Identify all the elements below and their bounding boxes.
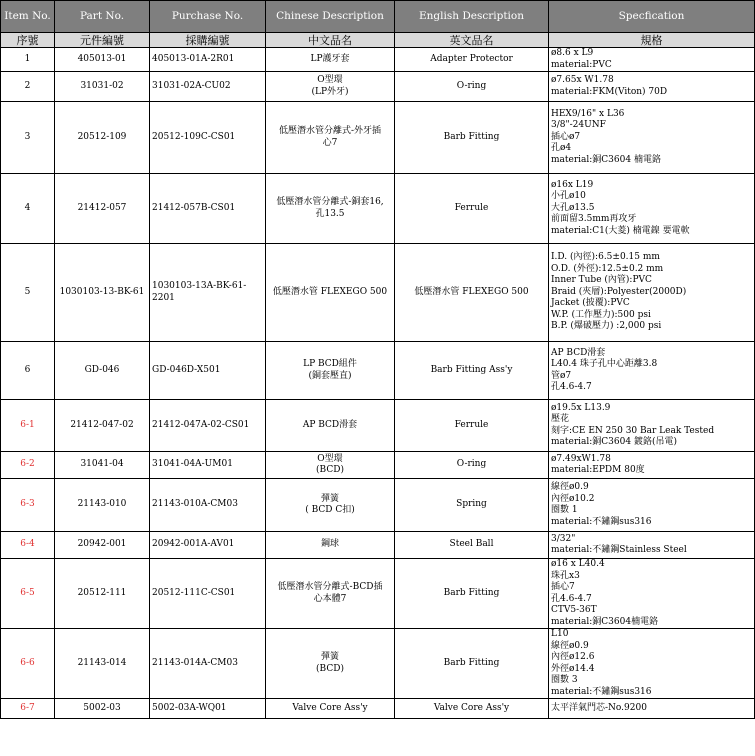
cell-english-desc: Ferrule xyxy=(395,400,549,452)
cell-item-no: 6-1 xyxy=(1,400,55,452)
spec-line: ø8.6 x L9 xyxy=(551,48,594,58)
cell-english-desc: O-ring xyxy=(395,452,549,479)
spec-line: ø16 x L40.4 xyxy=(551,559,605,569)
cell-item-no: 4 xyxy=(1,174,55,244)
spec-line: material:C1(大菱) 楠電鎳 要電軟 xyxy=(551,225,690,236)
cell-spec xyxy=(549,699,755,719)
cell-part-no: GD-046 xyxy=(55,342,150,400)
header-part-no: Part No. xyxy=(55,1,150,33)
cell-purchase-no: 21412-047A-02-CS01 xyxy=(150,400,266,452)
cell-chinese-desc: O型環 (LP外牙) xyxy=(266,72,395,102)
cell-chinese-desc: LP護牙套 xyxy=(266,48,395,72)
cell-part-no: 21143-014 xyxy=(55,629,150,699)
cell-part-no: 21412-047-02 xyxy=(55,400,150,452)
spec-line: 刻字:CE EN 250 30 Bar Leak Tested xyxy=(551,425,715,436)
cell-item-no: 6-5 xyxy=(1,559,55,629)
cell-spec xyxy=(549,400,755,452)
cell-part-no: 31031-02 xyxy=(55,72,150,102)
cell-spec xyxy=(549,559,755,629)
cell-chinese-desc: O型環 (BCD) xyxy=(266,452,395,479)
cell-purchase-no: 21143-014A-CM03 xyxy=(150,629,266,699)
header-zh-chinese-desc: 中文品名 xyxy=(266,33,395,48)
cell-part-no: 405013-01 xyxy=(55,48,150,72)
table-body xyxy=(1,48,755,719)
cell-purchase-no: 5002-03A-WQ01 xyxy=(150,699,266,719)
cell-item-no: 1 xyxy=(1,48,55,72)
header-english-desc: English Description xyxy=(395,1,549,33)
cell-purchase-no: 31041-04A-UM01 xyxy=(150,452,266,479)
spec-line: CTV5-36T xyxy=(551,605,597,615)
header-spec: Specfication xyxy=(549,1,755,33)
cell-item-no: 6-7 xyxy=(1,699,55,719)
spec-line: Inner Tube (內管):PVC xyxy=(551,275,652,286)
cell-english-desc: Barb Fitting xyxy=(395,629,549,699)
spec-line: 3/32" xyxy=(551,533,576,544)
cell-spec xyxy=(549,244,755,342)
cell-spec xyxy=(549,629,755,699)
spec-line: 線徑ø0.9 xyxy=(551,482,589,492)
cell-spec xyxy=(549,174,755,244)
table-row xyxy=(1,72,755,102)
cell-spec xyxy=(549,72,755,102)
spec-line: 小孔ø10 xyxy=(551,191,586,202)
cell-english-desc: Steel Ball xyxy=(395,532,549,559)
spec-line: HEX9/16" x L36 xyxy=(551,108,625,119)
cell-item-no: 2 xyxy=(1,72,55,102)
spec-line: 孔4.6-4.7 xyxy=(551,593,592,604)
spec-line: 太平洋氣門芯-No.9200 xyxy=(551,702,647,713)
spec-line: I.D. (內徑):6.5±0.15 mm xyxy=(551,252,660,263)
cell-part-no: 21412-057 xyxy=(55,174,150,244)
cell-chinese-desc: Valve Core Ass'y xyxy=(266,699,395,719)
spec-line: 外徑ø14.4 xyxy=(551,663,595,674)
cell-part-no: 20512-109 xyxy=(55,102,150,174)
table-row xyxy=(1,174,755,244)
spec-line: ø19.5x L13.9 xyxy=(551,402,611,413)
spec-line: ø7.65x W1.78 xyxy=(551,75,614,85)
table-row xyxy=(1,629,755,699)
cell-chinese-desc: 彈簧 ( BCD C扣) xyxy=(266,479,395,532)
header-item-no: Item No. xyxy=(1,1,55,33)
spec-line: 插心7 xyxy=(551,582,575,592)
header-row xyxy=(1,1,755,33)
spec-line: 3/8"-24UNF xyxy=(551,120,606,131)
table-row xyxy=(1,400,755,452)
header-zh-part-no: 元件編號 xyxy=(55,33,150,48)
cell-spec xyxy=(549,452,755,479)
cell-item-no: 6-3 xyxy=(1,479,55,532)
header-zh-item-no: 序號 xyxy=(1,33,55,48)
spec-line: 內徑ø12.6 xyxy=(551,652,595,662)
cell-english-desc: Barb Fitting xyxy=(395,559,549,629)
spec-line: O.D. (外徑):12.5±0.2 mm xyxy=(551,263,664,274)
cell-spec xyxy=(549,102,755,174)
cell-item-no: 6-2 xyxy=(1,452,55,479)
header-purchase-no: Purchase No. xyxy=(150,1,266,33)
header-row-zh xyxy=(1,33,755,48)
spec-line: material:FKM(Viton) 70D xyxy=(551,86,668,97)
spec-line: L10 xyxy=(551,629,569,639)
table-row xyxy=(1,699,755,719)
spec-line: material:銅C3604 鍍鉻(吊電) xyxy=(551,437,677,447)
cell-chinese-desc: 低壓潛水管分離式-外牙插 心7 xyxy=(266,102,395,174)
cell-purchase-no: 1030103-13A-BK-61- 2201 xyxy=(150,244,266,342)
cell-english-desc: Ferrule xyxy=(395,174,549,244)
cell-chinese-desc: 低壓潛水管分離式-BCD插 心本體7 xyxy=(266,559,395,629)
cell-chinese-desc: LP BCD組件 (銅套壓直) xyxy=(266,342,395,400)
table-row xyxy=(1,48,755,72)
cell-spec xyxy=(549,532,755,559)
cell-item-no: 6-4 xyxy=(1,532,55,559)
cell-spec xyxy=(549,342,755,400)
cell-chinese-desc: 低壓潛水管 FLEXEGO 500 xyxy=(266,244,395,342)
spec-line: 線徑ø0.9 xyxy=(551,640,589,651)
spec-line: 珠孔x3 xyxy=(551,570,580,581)
spec-line: 壓花 xyxy=(551,414,570,424)
cell-purchase-no: GD-046D-X501 xyxy=(150,342,266,400)
cell-purchase-no: 20942-001A-AV01 xyxy=(150,532,266,559)
cell-english-desc: Adapter Protector xyxy=(395,48,549,72)
table-row xyxy=(1,342,755,400)
spec-line: AP BCD滑套 xyxy=(551,347,606,358)
spec-line: 孔4.6-4.7 xyxy=(551,382,592,392)
table-row xyxy=(1,244,755,342)
spec-line: material:銅C3604楠電鉻 xyxy=(551,616,659,627)
spec-line: 孔ø4 xyxy=(551,143,572,154)
spec-line: material:PVC xyxy=(551,59,612,70)
cell-english-desc: Valve Core Ass'y xyxy=(395,699,549,719)
cell-purchase-no: 21143-010A-CM03 xyxy=(150,479,266,532)
header-zh-purchase-no: 採購編號 xyxy=(150,33,266,48)
cell-part-no: 21143-010 xyxy=(55,479,150,532)
spec-line: ø7.49xW1.78 xyxy=(551,453,611,464)
spec-line: material:不鏽鋼Stainless Steel xyxy=(551,545,687,555)
spec-line: material:不鏽鋼sus316 xyxy=(551,686,652,697)
cell-spec xyxy=(549,479,755,532)
cell-spec xyxy=(549,48,755,72)
table-row xyxy=(1,479,755,532)
spec-line: Braid (夾層):Polyester(2000D) xyxy=(551,286,687,297)
cell-item-no: 5 xyxy=(1,244,55,342)
spec-line: 插心ø7 xyxy=(551,131,581,142)
cell-chinese-desc: AP BCD滑套 xyxy=(266,400,395,452)
cell-part-no: 1030103-13-BK-61 xyxy=(55,244,150,342)
cell-purchase-no: 31031-02A-CU02 xyxy=(150,72,266,102)
cell-purchase-no: 20512-111C-CS01 xyxy=(150,559,266,629)
cell-purchase-no: 21412-057B-CS01 xyxy=(150,174,266,244)
cell-item-no: 6-6 xyxy=(1,629,55,699)
cell-english-desc: 低壓潛水管 FLEXEGO 500 xyxy=(395,244,549,342)
cell-purchase-no: 405013-01A-2R01 xyxy=(150,48,266,72)
spec-line: 前面留3.5mm再攻牙 xyxy=(551,214,637,225)
table-row xyxy=(1,102,755,174)
spec-line: W.P. (工作壓力):500 psi xyxy=(551,309,651,320)
cell-part-no: 31041-04 xyxy=(55,452,150,479)
cell-part-no: 5002-03 xyxy=(55,699,150,719)
spec-line: 圈數 1 xyxy=(551,505,578,515)
cell-english-desc: Barb Fitting Ass'y xyxy=(395,342,549,400)
cell-purchase-no: 20512-109C-CS01 xyxy=(150,102,266,174)
table-row xyxy=(1,559,755,629)
cell-part-no: 20942-001 xyxy=(55,532,150,559)
spec-line: ø16x L19 xyxy=(551,179,594,190)
cell-english-desc: O-ring xyxy=(395,72,549,102)
spec-line: material:不鏽鋼sus316 xyxy=(551,516,652,527)
cell-english-desc: Spring xyxy=(395,479,549,532)
spec-line: Jacket (披覆):PVC xyxy=(551,298,630,309)
header-zh-english-desc: 英文品名 xyxy=(395,33,549,48)
cell-chinese-desc: 彈簧 (BCD) xyxy=(266,629,395,699)
cell-item-no: 3 xyxy=(1,102,55,174)
table-row xyxy=(1,532,755,559)
spec-line: B.P. (爆破壓力) :2,000 psi xyxy=(551,321,662,332)
spec-line: material:銅C3604 楠電鉻 xyxy=(551,154,661,165)
spec-line: 內徑ø10.2 xyxy=(551,493,595,504)
header-zh-spec: 規格 xyxy=(549,33,755,48)
cell-chinese-desc: 鋼球 xyxy=(266,532,395,559)
spec-line: material:EPDM 80度 xyxy=(551,465,645,475)
table-row xyxy=(1,452,755,479)
cell-part-no: 20512-111 xyxy=(55,559,150,629)
spec-line: 大孔ø13.5 xyxy=(551,202,595,213)
cell-english-desc: Barb Fitting xyxy=(395,102,549,174)
header-chinese-desc: Chinese Description xyxy=(266,1,395,33)
spec-line: 管ø7 xyxy=(551,370,572,381)
spec-line: L40.4 珠子孔中心距離3.8 xyxy=(551,359,658,369)
cell-item-no: 6 xyxy=(1,342,55,400)
spec-line: 圈數 3 xyxy=(551,675,578,685)
cell-chinese-desc: 低壓潛水管分離式-銅套16, 孔13.5 xyxy=(266,174,395,244)
